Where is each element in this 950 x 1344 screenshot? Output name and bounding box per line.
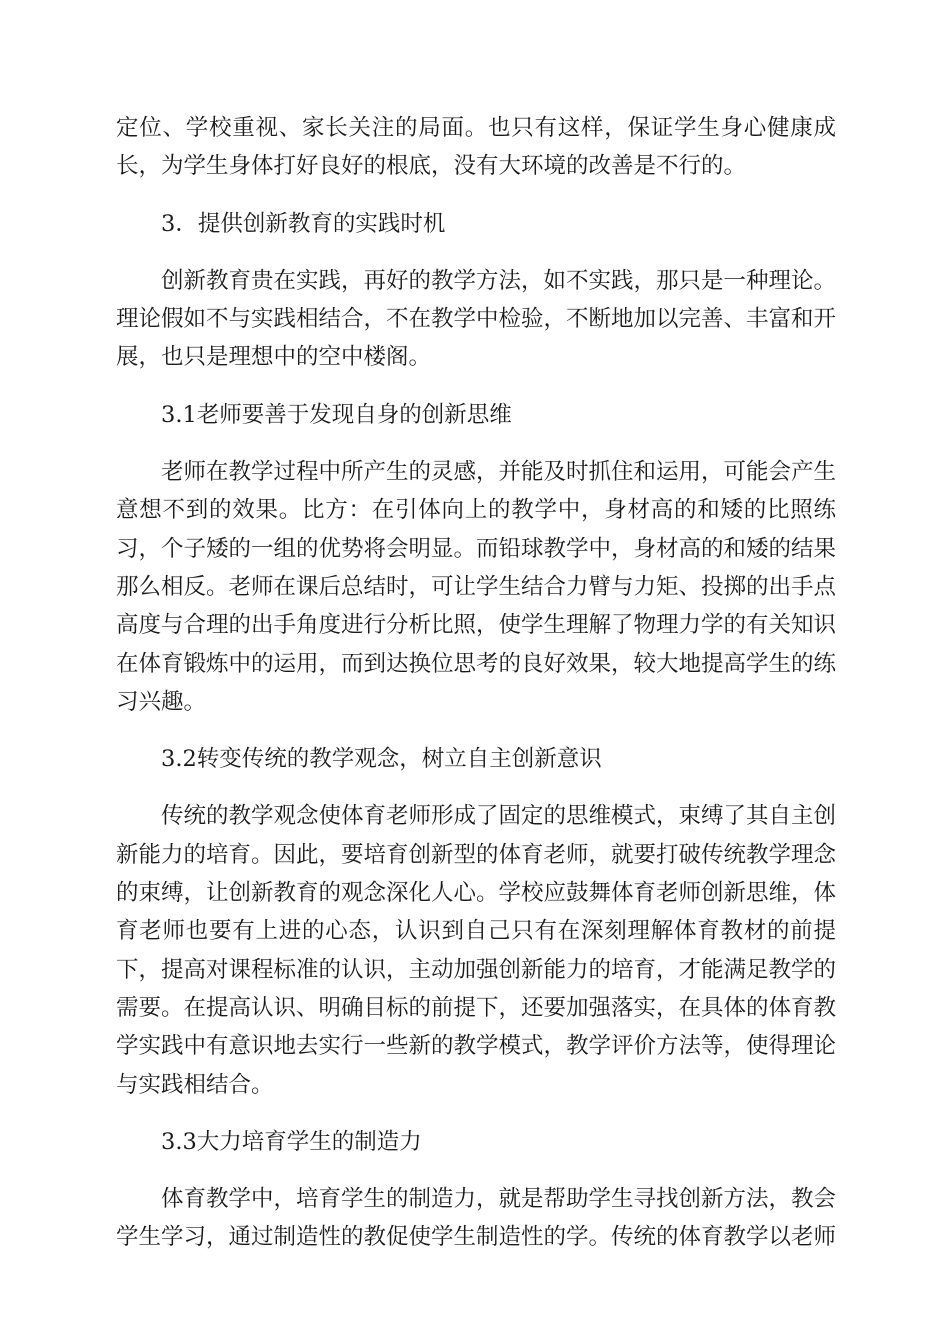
paragraph-section-3-3: 体育教学中，培育学生的制造力，就是帮助学生寻找创新方法，教会学生学习，通过制造性的教促使学生制造性的学。传统的体育教学以老师	[116, 1186, 837, 1251]
section-heading-3: 3．提供创新教育的实践时机	[161, 210, 446, 237]
section-heading-3-1: 3.1老师要善于发现自身的创新思维	[161, 401, 512, 428]
paragraph-section-3-2: 传统的教学观念使体育老师形成了固定的思维模式，束缚了其自主创新能力的培育。因此，要培育创新型的体育老师，就要打破传统教学理念的束缚，让创新教育的观念深化人心。学校应鼓舞体育老师创新思维，体育老师也要有上进的心态，认识到自己只有在深刻理解体育教材的前提下，提高对课程标准的认识，主动加强创新能力的培育，才能满足教学的需要。在提高认识、明确目标的前提下，还要加强落实，在具体的体育教学实践中有意识地去实行一些新的教学模式，教学评价方法等，使得理论与实践相结合。	[116, 803, 837, 1098]
section-heading-3-2: 3.2转变传统的教学观念，树立自主创新意识	[161, 746, 602, 773]
paragraph-section-3: 创新教育贵在实践，再好的教学方法，如不实践，那只是一种理论。理论假如不与实践相结合，不在教学中检验，不断地加以完善、丰富和开展，也只是理想中的空中楼阁。	[116, 267, 837, 371]
section-heading-3-3: 3.3大力培育学生的制造力	[161, 1128, 422, 1155]
paragraph-section-3-1: 老师在教学过程中所产生的灵感，并能及时抓住和运用，可能会产生意想不到的效果。比方：在引体向上的教学中，身材高的和矮的比照练习，个子矮的一组的优势将会明显。而铅球教学中，身材高的和矮的结果那么相反。老师在课后总结时，可让学生结合力臂与力矩、投掷的出手点高度与合理的出手角度进行分析比照，使学生理解了物理力学的有关知识在体育锻炼中的运用，而到达换位思考的良好效果，较大地提高学生的练习兴趣。	[116, 459, 837, 715]
paragraph-continuation: 定位、学校重视、家长关注的局面。也只有这样，保证学生身心健康成长，为学生身体打好良好的根底，没有大环境的改善是不行的。	[116, 115, 836, 180]
document-body	[116, 109, 836, 1276]
